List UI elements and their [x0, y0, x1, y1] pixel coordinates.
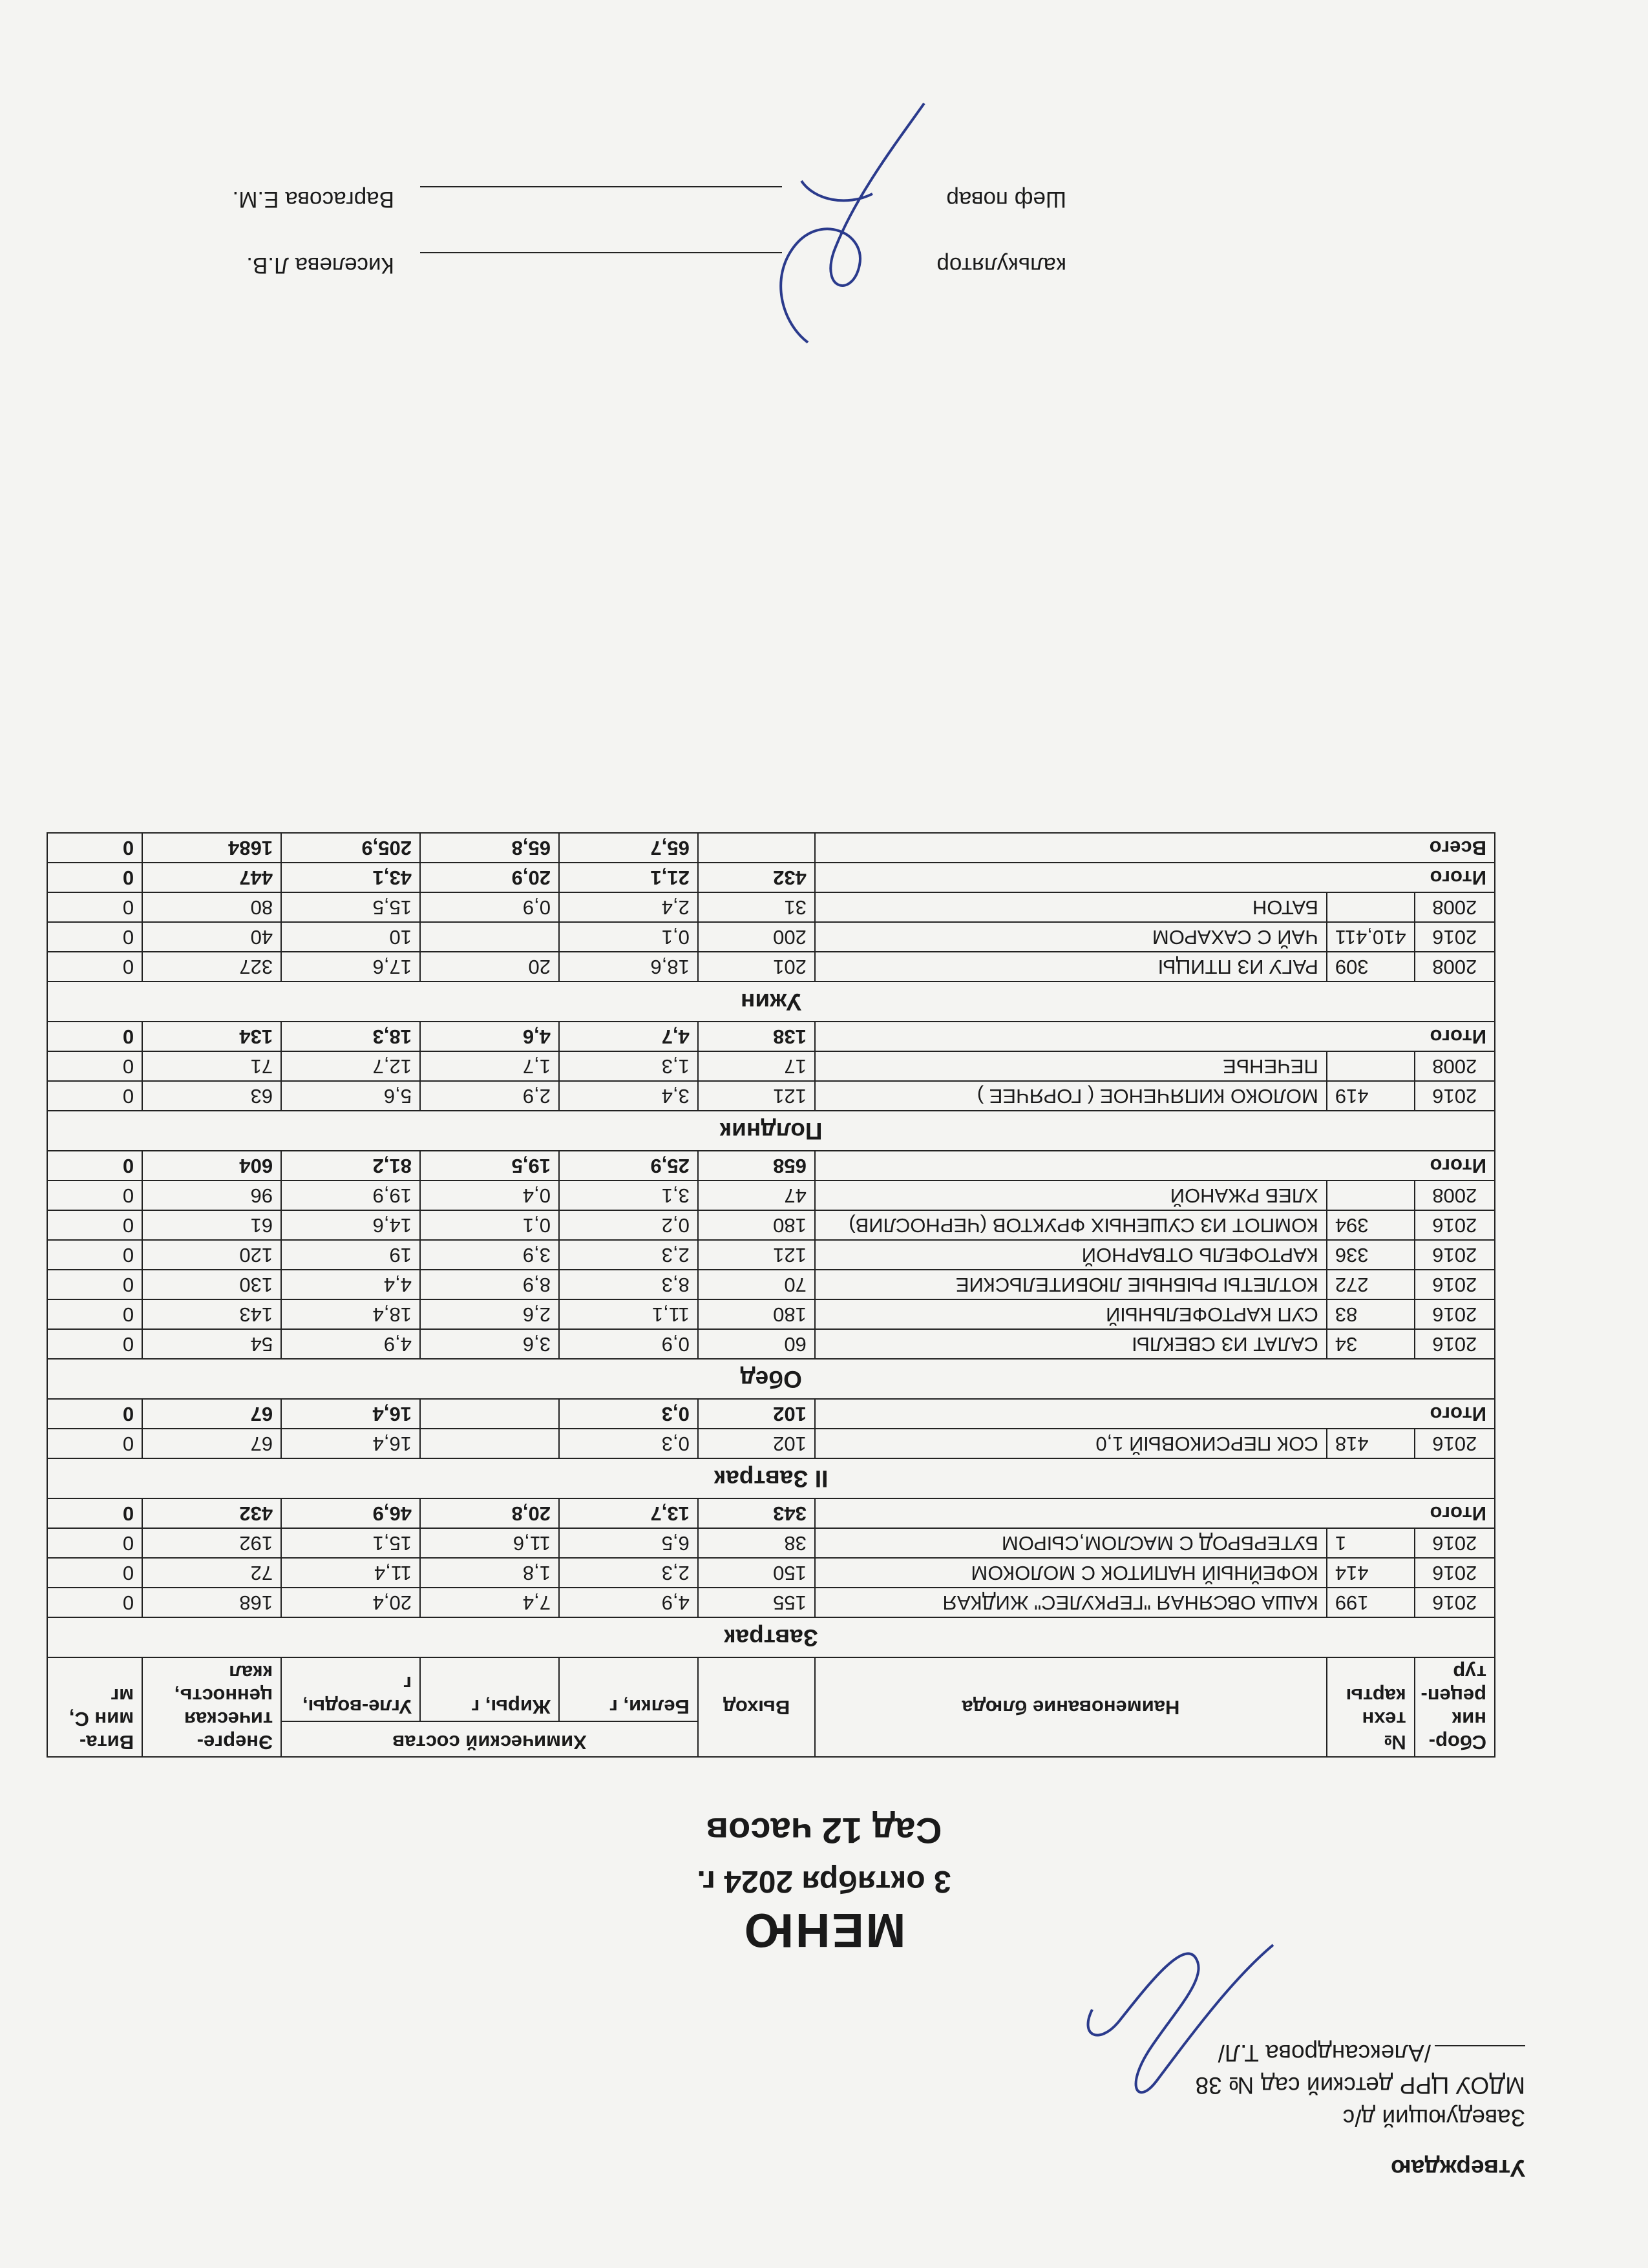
- table-cell: КАША ОВСЯНАЯ "ГЕРКУЛЕС" ЖИДКАЯ: [815, 1588, 1327, 1617]
- table-cell: 2016: [1415, 1081, 1495, 1111]
- menu-table: [47, 832, 1495, 1758]
- table-row: [47, 1270, 1495, 1299]
- table-cell: 38: [698, 1528, 815, 1558]
- signature-line: [1435, 2045, 1525, 2064]
- total-cell: 0: [47, 863, 142, 892]
- table-cell: 2008: [1415, 1181, 1495, 1210]
- grand-total-cell: 205,9: [281, 833, 420, 863]
- table-cell: 31: [698, 892, 815, 922]
- table-cell: 199: [1327, 1588, 1415, 1617]
- table-cell: 47: [698, 1181, 815, 1210]
- table-header-row: [47, 1721, 1495, 1757]
- table-cell: 2,6: [420, 1299, 559, 1329]
- table-cell: 2016: [1415, 1329, 1495, 1359]
- table-cell: 0: [47, 1429, 142, 1458]
- table-cell: 4,9: [559, 1588, 698, 1617]
- meal-section-row: [47, 1111, 1495, 1151]
- table-cell: 10: [281, 922, 420, 952]
- table-cell: 63: [142, 1081, 281, 1111]
- total-label: Итого: [815, 1022, 1495, 1051]
- meal-section-row: [47, 1359, 1495, 1399]
- table-cell: 71: [142, 1051, 281, 1081]
- chef-signature: [743, 90, 950, 362]
- total-cell: 658: [698, 1151, 815, 1181]
- grand-total-label: Всего: [815, 833, 1495, 863]
- table-cell: 309: [1327, 952, 1415, 982]
- table-row: [47, 892, 1495, 922]
- total-label: Итого: [815, 1151, 1495, 1181]
- table-row: [47, 1329, 1495, 1359]
- table-cell: 11,1: [559, 1299, 698, 1329]
- total-cell: 0: [47, 1399, 142, 1429]
- table-cell: 17,6: [281, 952, 420, 982]
- col-carbs: Угле-воды, г: [281, 1657, 420, 1721]
- table-cell: 18,4: [281, 1299, 420, 1329]
- table-cell: 0: [47, 1528, 142, 1558]
- table-cell: 54: [142, 1329, 281, 1359]
- table-cell: 11,4: [281, 1558, 420, 1588]
- total-row: [47, 1151, 1495, 1181]
- table-cell: 120: [142, 1240, 281, 1270]
- table-cell: [420, 1429, 559, 1458]
- table-row: [47, 922, 1495, 952]
- table-cell: 0: [47, 1051, 142, 1081]
- signature-role: Шеф повар: [946, 187, 1066, 212]
- table-cell: КОТЛЕТЫ РЫБНЫЕ ЛЮБИТЕЛЬСКИЕ: [815, 1270, 1327, 1299]
- table-cell: 2008: [1415, 952, 1495, 982]
- table-cell: 8,9: [420, 1270, 559, 1299]
- table-cell: 1,7: [420, 1051, 559, 1081]
- table-cell: 96: [142, 1181, 281, 1210]
- table-row: [47, 1081, 1495, 1111]
- total-cell: 21,1: [559, 863, 698, 892]
- table-row: [47, 1210, 1495, 1240]
- table-cell: 19: [281, 1240, 420, 1270]
- table-cell: 0: [47, 1558, 142, 1588]
- table-cell: 2008: [1415, 1051, 1495, 1081]
- total-label: Итого: [815, 1399, 1495, 1429]
- table-cell: 121: [698, 1240, 815, 1270]
- meal-title: Ужин: [47, 982, 1495, 1022]
- table-cell: 0: [47, 892, 142, 922]
- table-cell: 200: [698, 922, 815, 952]
- col-yield: Выход: [698, 1657, 815, 1757]
- table-cell: 272: [1327, 1270, 1415, 1299]
- table-row: [47, 1528, 1495, 1558]
- table-cell: 394: [1327, 1210, 1415, 1240]
- table-cell: 0: [47, 1329, 142, 1359]
- meal-section-row: [47, 982, 1495, 1022]
- table-cell: 0: [47, 1181, 142, 1210]
- total-row: [47, 863, 1495, 892]
- table-cell: 72: [142, 1558, 281, 1588]
- col-protein: Белки, г: [559, 1657, 698, 1721]
- table-cell: 0: [47, 1081, 142, 1111]
- table-cell: 20: [420, 952, 559, 982]
- table-cell: 4,9: [281, 1329, 420, 1359]
- table-cell: 17: [698, 1051, 815, 1081]
- total-cell: [420, 1399, 559, 1429]
- table-cell: 16,4: [281, 1429, 420, 1458]
- approver-position-line2: МДОУ ЦРР детский сад № 38: [1195, 2072, 1525, 2099]
- table-cell: 12,7: [281, 1051, 420, 1081]
- total-cell: 134: [142, 1022, 281, 1051]
- table-cell: 2016: [1415, 1528, 1495, 1558]
- table-cell: 168: [142, 1588, 281, 1617]
- table-cell: 0,1: [559, 922, 698, 952]
- table-cell: 8,3: [559, 1270, 698, 1299]
- table-row: [47, 1429, 1495, 1458]
- table-cell: 2008: [1415, 892, 1495, 922]
- col-tech-card: № техн карты: [1327, 1657, 1415, 1757]
- table-cell: РАГУ ИЗ ПТИЦЫ: [815, 952, 1327, 982]
- table-row: [47, 1051, 1495, 1081]
- grand-total-cell: 65,8: [420, 833, 559, 863]
- table-row: [47, 1588, 1495, 1617]
- total-cell: 16,4: [281, 1399, 420, 1429]
- table-cell: 2016: [1415, 1558, 1495, 1588]
- meal-title: Полдник: [47, 1111, 1495, 1151]
- meal-title: Завтрак: [47, 1617, 1495, 1657]
- table-cell: [1327, 892, 1415, 922]
- table-cell: КАРТОФЕЛЬ ОТВАРНОЙ: [815, 1240, 1327, 1270]
- total-cell: 13,7: [559, 1498, 698, 1528]
- table-cell: 1,8: [420, 1558, 559, 1588]
- table-row: [47, 1181, 1495, 1210]
- grand-total-cell: 65,7: [559, 833, 698, 863]
- table-row: [47, 1299, 1495, 1329]
- meal-title: II Завтрак: [47, 1458, 1495, 1498]
- col-chemical: Химический состав: [281, 1721, 698, 1757]
- total-cell: 67: [142, 1399, 281, 1429]
- table-cell: 419: [1327, 1081, 1415, 1111]
- total-cell: 0: [47, 1022, 142, 1051]
- table-cell: 0,9: [420, 892, 559, 922]
- table-cell: 2016: [1415, 1299, 1495, 1329]
- table-cell: 0: [47, 1588, 142, 1617]
- table-cell: 14,6: [281, 1210, 420, 1240]
- total-cell: 343: [698, 1498, 815, 1528]
- table-cell: 67: [142, 1429, 281, 1458]
- grand-total-cell: 1684: [142, 833, 281, 863]
- signature-name: Варгасова Е.М.: [232, 187, 394, 212]
- table-cell: 0,3: [559, 1429, 698, 1458]
- table-cell: 83: [1327, 1299, 1415, 1329]
- table-cell: 2,9: [420, 1081, 559, 1111]
- table-cell: САЛАТ ИЗ СВЕКЛЫ: [815, 1329, 1327, 1359]
- total-cell: 81,2: [281, 1151, 420, 1181]
- table-cell: 34: [1327, 1329, 1415, 1359]
- table-cell: 1,3: [559, 1051, 698, 1081]
- table-cell: 2,3: [559, 1240, 698, 1270]
- meal-section-row: [47, 1617, 1495, 1657]
- group-name: Сад 12 часов: [706, 1811, 942, 1851]
- table-cell: 11,6: [420, 1528, 559, 1558]
- table-cell: 3,4: [559, 1081, 698, 1111]
- col-dish: Наименование блюда: [815, 1657, 1327, 1757]
- total-cell: 4,7: [559, 1022, 698, 1051]
- total-cell: 102: [698, 1399, 815, 1429]
- grand-total-cell: [698, 833, 815, 863]
- table-cell: 155: [698, 1588, 815, 1617]
- table-cell: 0,1: [420, 1210, 559, 1240]
- title-block: [0, 1810, 1648, 1958]
- total-cell: 20,8: [420, 1498, 559, 1528]
- table-cell: 180: [698, 1210, 815, 1240]
- total-cell: 604: [142, 1151, 281, 1181]
- total-cell: 0: [47, 1151, 142, 1181]
- total-cell: 138: [698, 1022, 815, 1051]
- table-cell: 102: [698, 1429, 815, 1458]
- total-row: [47, 1498, 1495, 1528]
- total-cell: 18,3: [281, 1022, 420, 1051]
- table-cell: 2016: [1415, 1240, 1495, 1270]
- table-cell: 2016: [1415, 1210, 1495, 1240]
- table-cell: 20,4: [281, 1588, 420, 1617]
- table-cell: 80: [142, 892, 281, 922]
- table-cell: 70: [698, 1270, 815, 1299]
- table-cell: БУТЕРБРОД С МАСЛОМ,СЫРОМ: [815, 1528, 1327, 1558]
- table-cell: 6,5: [559, 1528, 698, 1558]
- table-cell: 4,4: [281, 1270, 420, 1299]
- menu-date: 3 октября 2024 г.: [697, 1864, 951, 1898]
- approver-name: /Александрова Т.Л/: [1218, 2040, 1431, 2066]
- col-vitamin: Вита-мин С, мг: [47, 1657, 142, 1757]
- table-row: [47, 1558, 1495, 1588]
- table-cell: БАТОН: [815, 892, 1327, 922]
- table-cell: 2016: [1415, 922, 1495, 952]
- signature-name: Киселева Л.В.: [246, 253, 394, 278]
- col-energy: Энерге-тическая ценность, ккал: [142, 1657, 281, 1757]
- table-cell: [1327, 1181, 1415, 1210]
- table-cell: 5,6: [281, 1081, 420, 1111]
- total-label: Итого: [815, 863, 1495, 892]
- table-cell: 327: [142, 952, 281, 982]
- table-cell: 60: [698, 1329, 815, 1359]
- table-cell: 0,9: [559, 1329, 698, 1359]
- grand-total-cell: 0: [47, 833, 142, 863]
- table-cell: 0: [47, 1210, 142, 1240]
- table-cell: [420, 922, 559, 952]
- table-cell: ПЕЧЕНЬЕ: [815, 1051, 1327, 1081]
- table-cell: 40: [142, 922, 281, 952]
- table-cell: 410,411: [1327, 922, 1415, 952]
- table-cell: КОФЕЙНЫЙ НАПИТОК С МОЛОКОМ: [815, 1558, 1327, 1588]
- table-cell: 0: [47, 1299, 142, 1329]
- table-cell: 7,4: [420, 1588, 559, 1617]
- table-cell: 0: [47, 922, 142, 952]
- table-cell: 150: [698, 1558, 815, 1588]
- table-row: [47, 1240, 1495, 1270]
- table-cell: 121: [698, 1081, 815, 1111]
- total-label: Итого: [815, 1498, 1495, 1528]
- total-cell: 432: [142, 1498, 281, 1528]
- col-fat: Жиры, г: [420, 1657, 559, 1721]
- table-cell: 0: [47, 952, 142, 982]
- table-cell: 15,1: [281, 1528, 420, 1558]
- table-cell: 180: [698, 1299, 815, 1329]
- table-cell: 336: [1327, 1240, 1415, 1270]
- page-title: МЕНЮ: [742, 1904, 906, 1957]
- table-cell: 130: [142, 1270, 281, 1299]
- table-cell: 414: [1327, 1558, 1415, 1588]
- total-cell: 0: [47, 1498, 142, 1528]
- grand-total-row: [47, 833, 1495, 863]
- table-cell: СОК ПЕРСИКОВЫЙ 1,0: [815, 1429, 1327, 1458]
- total-cell: 447: [142, 863, 281, 892]
- approver-position-line1: Заведующий д/с: [1342, 2105, 1525, 2131]
- total-cell: 25,9: [559, 1151, 698, 1181]
- table-cell: 143: [142, 1299, 281, 1329]
- approval-heading: Утверждаю: [1391, 2155, 1525, 2181]
- menu-body: [47, 833, 1495, 1657]
- meal-section-row: [47, 1458, 1495, 1498]
- table-cell: 201: [698, 952, 815, 982]
- signature-line: [420, 252, 782, 277]
- col-collection: Сбор-ник рецеп-тур: [1415, 1657, 1495, 1757]
- signature-role: калькулятор: [936, 253, 1066, 278]
- table-cell: 18,6: [559, 952, 698, 982]
- table-cell: 2016: [1415, 1588, 1495, 1617]
- table-cell: 192: [142, 1528, 281, 1558]
- total-cell: 4,6: [420, 1022, 559, 1051]
- total-row: [47, 1022, 1495, 1051]
- table-cell: 0,4: [420, 1181, 559, 1210]
- table-cell: 2,4: [559, 892, 698, 922]
- table-cell: 61: [142, 1210, 281, 1240]
- total-cell: 43,1: [281, 863, 420, 892]
- total-cell: 0,3: [559, 1399, 698, 1429]
- total-row: [47, 1399, 1495, 1429]
- table-cell: 3,9: [420, 1240, 559, 1270]
- table-cell: 15,5: [281, 892, 420, 922]
- table-cell: [1327, 1051, 1415, 1081]
- table-cell: 0: [47, 1240, 142, 1270]
- meal-title: Обед: [47, 1359, 1495, 1399]
- table-cell: 1: [1327, 1528, 1415, 1558]
- table-row: [47, 952, 1495, 982]
- total-cell: 20,9: [420, 863, 559, 892]
- table-cell: МОЛОКО КИПЯЧЕНОЕ ( ГОРЯЧЕЕ ): [815, 1081, 1327, 1111]
- table-cell: 0,2: [559, 1210, 698, 1240]
- signature-line: [420, 186, 782, 211]
- table-cell: СУП КАРТОФЕЛЬНЫЙ: [815, 1299, 1327, 1329]
- total-cell: 46,9: [281, 1498, 420, 1528]
- table-cell: ХЛЕБ РЖАНОЙ: [815, 1181, 1327, 1210]
- table-cell: 0: [47, 1270, 142, 1299]
- table-cell: ЧАЙ С САХАРОМ: [815, 922, 1327, 952]
- table-cell: 3,6: [420, 1329, 559, 1359]
- table-cell: 418: [1327, 1429, 1415, 1458]
- table-cell: 2016: [1415, 1270, 1495, 1299]
- table-cell: 2016: [1415, 1429, 1495, 1458]
- table-cell: 2,3: [559, 1558, 698, 1588]
- table-cell: КОМПОТ ИЗ СУШЕНЫХ ФРУКТОВ (ЧЕРНОСЛИВ): [815, 1210, 1327, 1240]
- total-cell: 19,5: [420, 1151, 559, 1181]
- total-cell: 432: [698, 863, 815, 892]
- table-cell: 3,1: [559, 1181, 698, 1210]
- table-cell: 19,9: [281, 1181, 420, 1210]
